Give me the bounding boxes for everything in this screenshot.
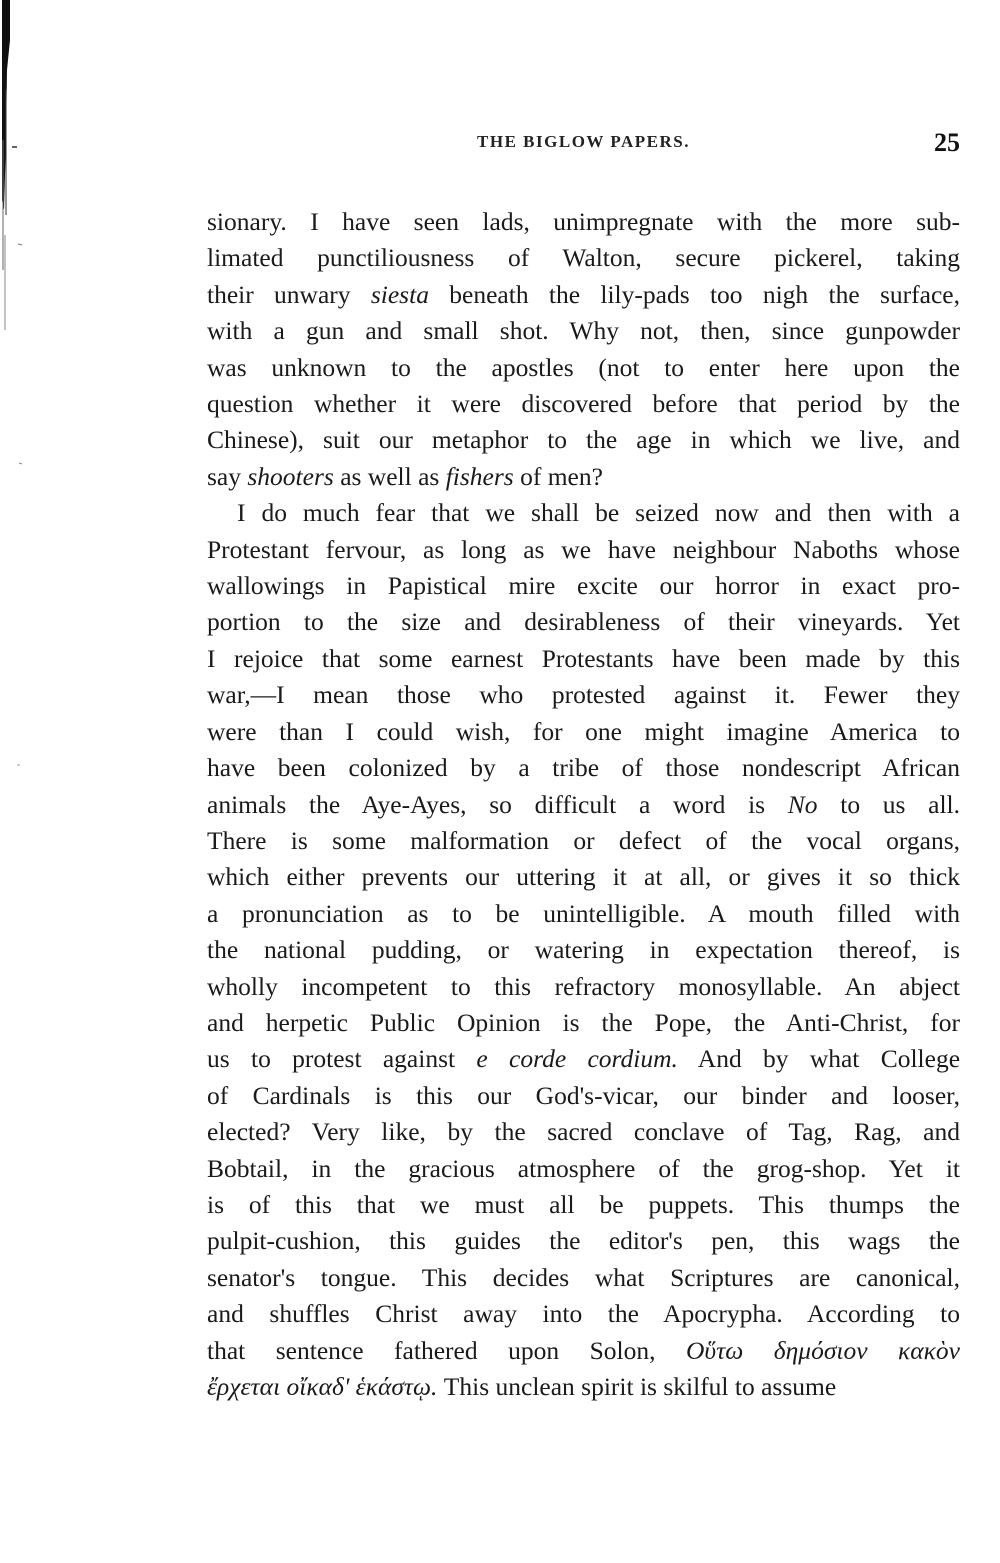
text-line <box>207 422 960 458</box>
text-line <box>207 568 960 604</box>
text-line <box>207 532 960 568</box>
text-run: say <box>207 461 248 491</box>
text-line <box>207 1078 960 1114</box>
italic-text: ἔρχεται οἴκαδ' ἑκάστῳ. <box>207 1372 438 1401</box>
italic-text: fishers <box>445 461 514 491</box>
text-run: their unwary <box>207 279 371 309</box>
text-run: have been colonized by a tribe of those nondescript African <box>207 753 960 783</box>
text-run: There is some malformation or defect of the vocal organs, <box>207 825 960 855</box>
text-line <box>207 641 960 677</box>
text-line <box>207 1296 960 1332</box>
paragraph <box>207 204 960 495</box>
text-run: to us all. <box>817 789 960 819</box>
text-run: which either prevents our uttering it at all, or gives it so thick <box>207 862 960 892</box>
text-run: a pronunciation as to be unintelligible. A mouth filled with <box>207 898 960 928</box>
text-line <box>207 1223 960 1259</box>
text-run: that sentence fathered upon Solon, <box>207 1335 686 1365</box>
text-run: question whether it were discovered before that period by the <box>207 389 960 419</box>
text-line <box>207 1187 960 1223</box>
text-line <box>207 495 960 531</box>
text-line <box>207 350 960 386</box>
text-run: of Cardinals is this our God's-vicar, our binder and looser, <box>207 1080 960 1110</box>
paragraph <box>207 495 960 1405</box>
text-line <box>207 240 960 276</box>
text-run: and shuffles Christ away into the Apocrypha. According to <box>207 1299 960 1329</box>
text-line <box>207 1151 960 1187</box>
text-run: Chinese), suit our metaphor to the age in which we live, and <box>207 425 960 455</box>
text-run: is of this that we must all be puppets. This thumps the <box>207 1189 960 1219</box>
text-run: sionary. I have seen lads, unimpregnate with the more sub- <box>207 207 960 236</box>
scan-margin-marks <box>0 0 40 1563</box>
text-line <box>207 1369 960 1405</box>
text-line <box>207 932 960 968</box>
italic-text: Οὕτω δημόσιον κακὸν <box>686 1335 960 1365</box>
italic-text: siesta <box>370 279 429 309</box>
text-run: the national pudding, or watering in expectation thereof, is <box>207 935 960 965</box>
text-run: senator's tongue. This decides what Scriptures are canonical, <box>207 1262 960 1292</box>
text-run: were than I could wish, for one might imagine America to <box>207 716 960 746</box>
text-line <box>207 1260 960 1296</box>
text-line <box>207 204 960 240</box>
text-run: with a gun and small shot. Why not, then, since gunpowder <box>207 316 960 346</box>
text-run: animals the Aye-Ayes, so difficult a word is <box>207 789 788 819</box>
text-run: This unclean spirit is skilful to assume <box>437 1372 837 1401</box>
text-run: Protestant fervour, as long as we have neighbour Naboths whose <box>207 534 960 564</box>
text-run: Bobtail, in the gracious atmosphere of the grog-shop. Yet it <box>207 1153 960 1183</box>
text-line <box>207 1005 960 1041</box>
text-run: us to protest against <box>207 1044 477 1074</box>
text-line <box>207 750 960 786</box>
italic-text: shooters <box>247 461 334 491</box>
text-run: wallowings in Papistical mire excite our horror in exact pro- <box>207 571 960 601</box>
running-head <box>207 128 960 168</box>
italic-text: No <box>787 789 818 819</box>
text-line <box>207 1333 960 1369</box>
text-line <box>207 859 960 895</box>
text-run: limated punctiliousness of Walton, secure pickerel, taking <box>207 243 960 273</box>
text-run: elected? Very like, by the sacred conclave of Tag, Rag, and <box>207 1117 960 1147</box>
text-run: war,—I mean those who protested against it. Fewer they <box>207 680 960 710</box>
text-line <box>207 459 960 495</box>
text-run: beneath the lily-pads too nigh the surface, <box>428 279 960 309</box>
text-line <box>207 896 960 932</box>
text-line <box>207 714 960 750</box>
text-run: as well as <box>333 461 446 491</box>
text-line <box>207 677 960 713</box>
text-line <box>207 277 960 313</box>
italic-text: e corde cordium. <box>476 1044 678 1074</box>
text-run: was unknown to the apostles (not to enter here upon the <box>207 352 960 382</box>
page-number: 25 <box>934 128 960 157</box>
text-line <box>207 1114 960 1150</box>
text-line <box>207 969 960 1005</box>
text-run: And by what College <box>677 1044 961 1074</box>
text-run: pulpit-cushion, this guides the editor's pen, this wags the <box>207 1226 960 1256</box>
text-run: I do much fear that we shall be seized now and then with a <box>237 498 960 528</box>
text-run: portion to the size and desirableness of their vineyards. Yet <box>207 607 960 637</box>
text-line <box>207 604 960 640</box>
text-line <box>207 313 960 349</box>
text-run: wholly incompetent to this refractory monosyllable. An abject <box>207 971 960 1001</box>
text-run: of men? <box>513 461 603 491</box>
text-run: and herpetic Public Opinion is the Pope, the Anti-Christ, for <box>207 1007 960 1037</box>
text-line <box>207 823 960 859</box>
text-line <box>207 787 960 823</box>
body-text <box>207 204 960 1405</box>
text-run: I rejoice that some earnest Protestants have been made by this <box>207 643 960 673</box>
running-title: THE BIGLOW PAPERS. <box>477 132 690 151</box>
text-line <box>207 1041 960 1077</box>
text-line <box>207 386 960 422</box>
